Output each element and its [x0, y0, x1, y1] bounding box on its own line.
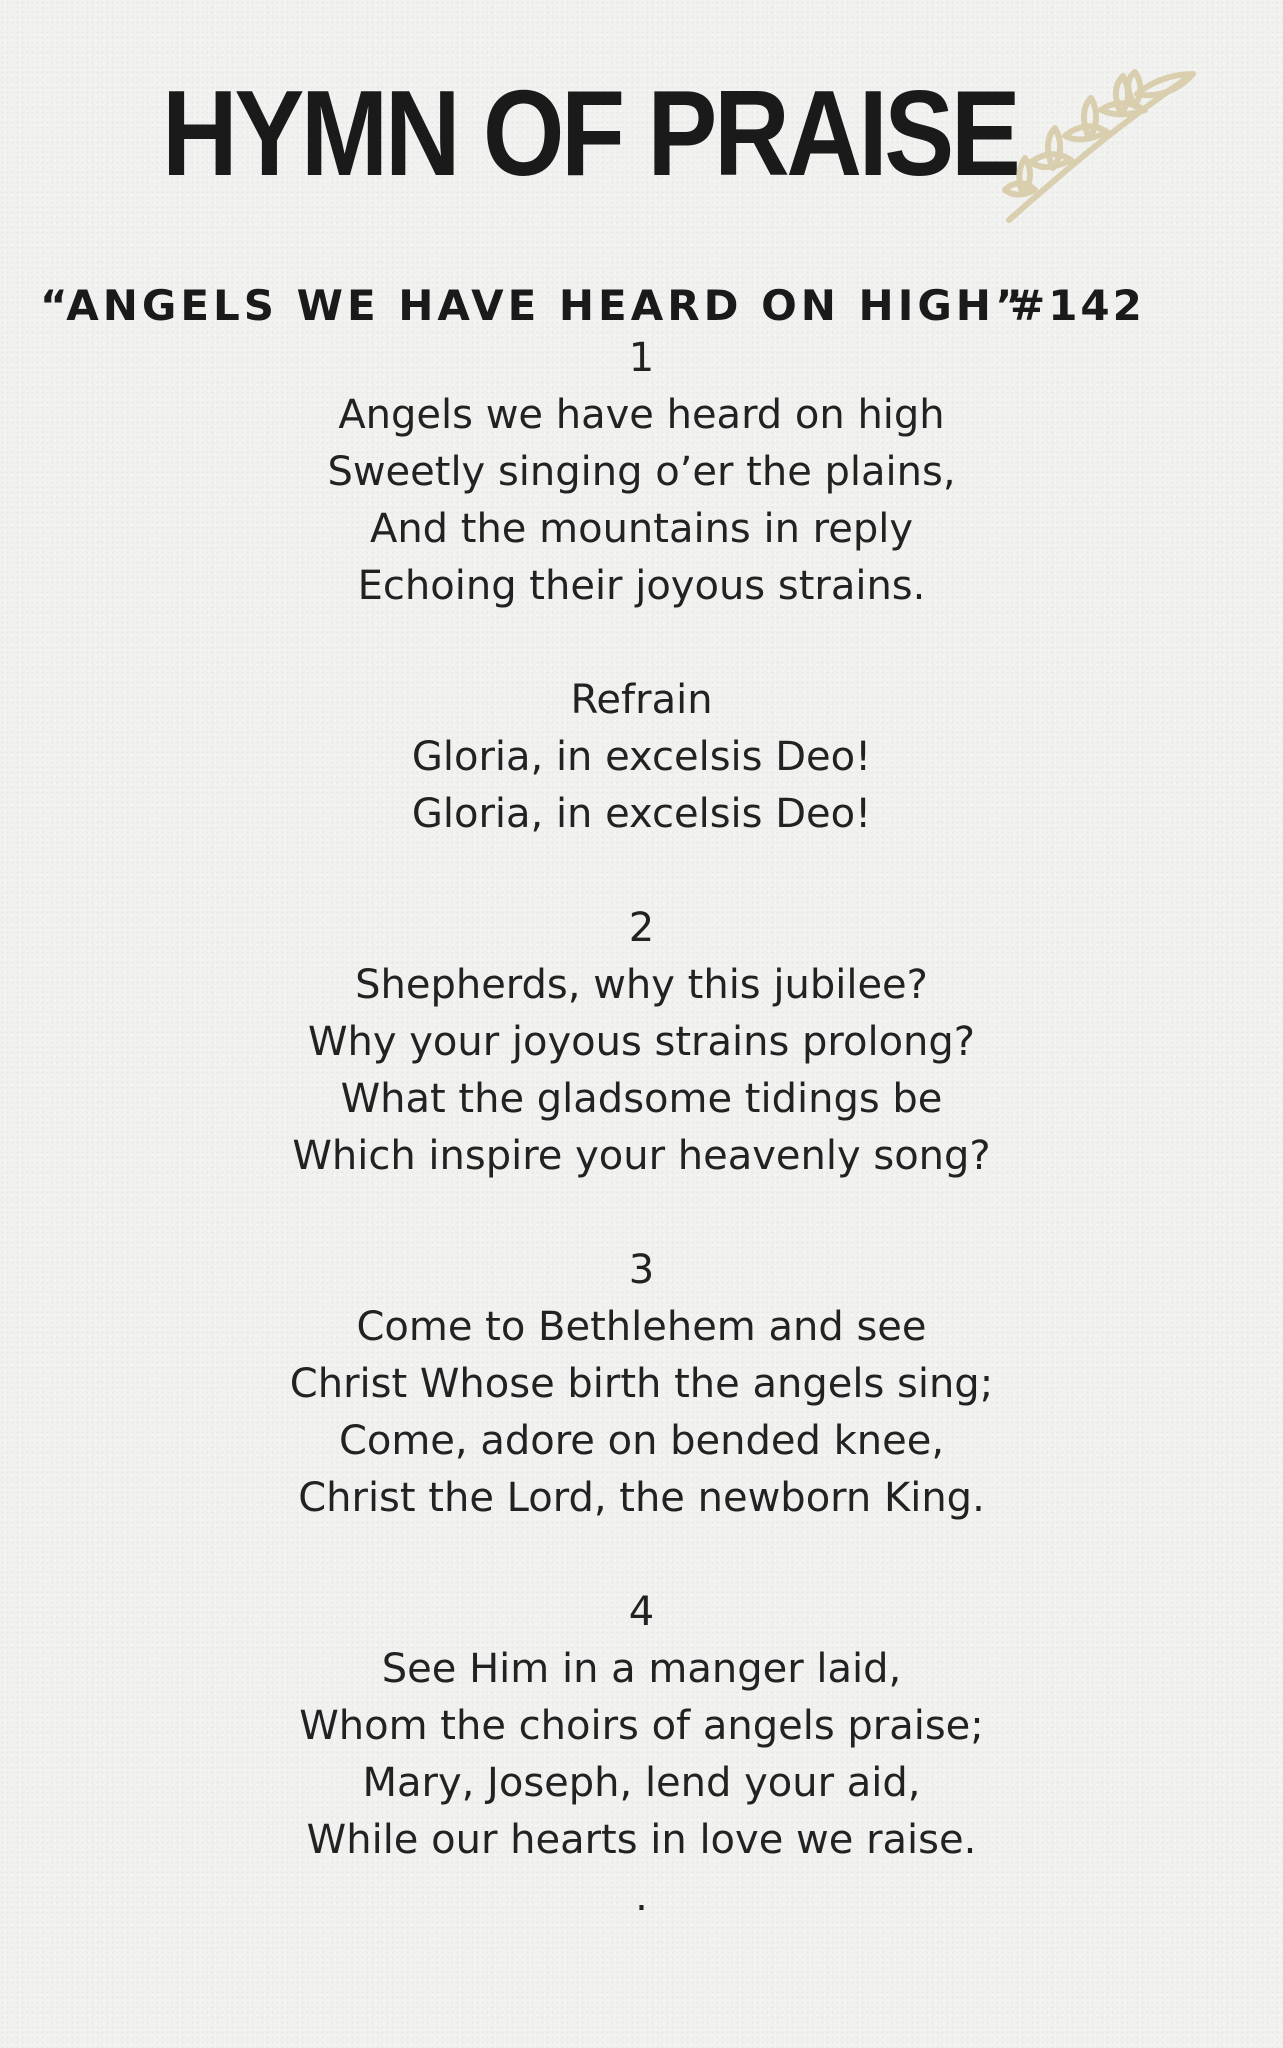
- stanza-label: 4: [628, 1589, 655, 1635]
- leaf-branch-icon: [995, 62, 1205, 232]
- lyric-line: Sweetly singing o’er the plains,: [327, 449, 956, 495]
- lyric-line: Christ Whose birth the angels sing;: [289, 1361, 994, 1407]
- lyric-line: Christ the Lord, the newborn King.: [298, 1475, 985, 1521]
- lyric-line: While our hearts in love we raise.: [306, 1817, 977, 1863]
- page-title: HYMN OF PRAISE: [162, 65, 1018, 201]
- lyric-line: Gloria, in excelsis Deo!: [411, 734, 872, 780]
- lyric-line: See Him in a manger laid,: [381, 1646, 902, 1692]
- hymn-heading: [40, 278, 1240, 334]
- stanza-label: 3: [628, 1247, 655, 1293]
- stanza-2: [0, 900, 1283, 1185]
- stanza-4: [0, 1584, 1283, 1926]
- hymn-number: #142: [1010, 281, 1145, 330]
- refrain-label: Refrain: [570, 677, 713, 723]
- lyric-line: Shepherds, why this jubilee?: [355, 962, 928, 1008]
- hymn-name: “ANGELS WE HAVE HEARD ON HIGH”: [40, 281, 1027, 330]
- stanza-label: 1: [628, 335, 655, 381]
- lyric-line: Echoing their joyous strains.: [357, 563, 926, 609]
- closing-mark: .: [635, 1874, 648, 1920]
- stanza-3: [0, 1242, 1283, 1527]
- lyric-line: Why your joyous strains prolong?: [307, 1019, 976, 1065]
- lyric-line: Gloria, in excelsis Deo!: [411, 791, 872, 837]
- lyric-line: Come to Bethlehem and see: [356, 1304, 927, 1350]
- refrain: [0, 672, 1283, 843]
- lyric-line: What the gladsome tidings be: [340, 1076, 943, 1122]
- stanza-label: 2: [628, 905, 655, 951]
- stanza-1: [0, 330, 1283, 615]
- lyric-line: Which inspire your heavenly song?: [292, 1133, 991, 1179]
- lyric-line: Angels we have heard on high: [338, 392, 945, 438]
- lyric-line: Whom the choirs of angels praise;: [299, 1703, 984, 1749]
- lyric-line: Mary, Joseph, lend your aid,: [362, 1760, 921, 1806]
- lyric-line: And the mountains in reply: [369, 506, 914, 552]
- hymn-lyrics: [0, 330, 1283, 1926]
- lyric-line: Come, adore on bended knee,: [338, 1418, 945, 1464]
